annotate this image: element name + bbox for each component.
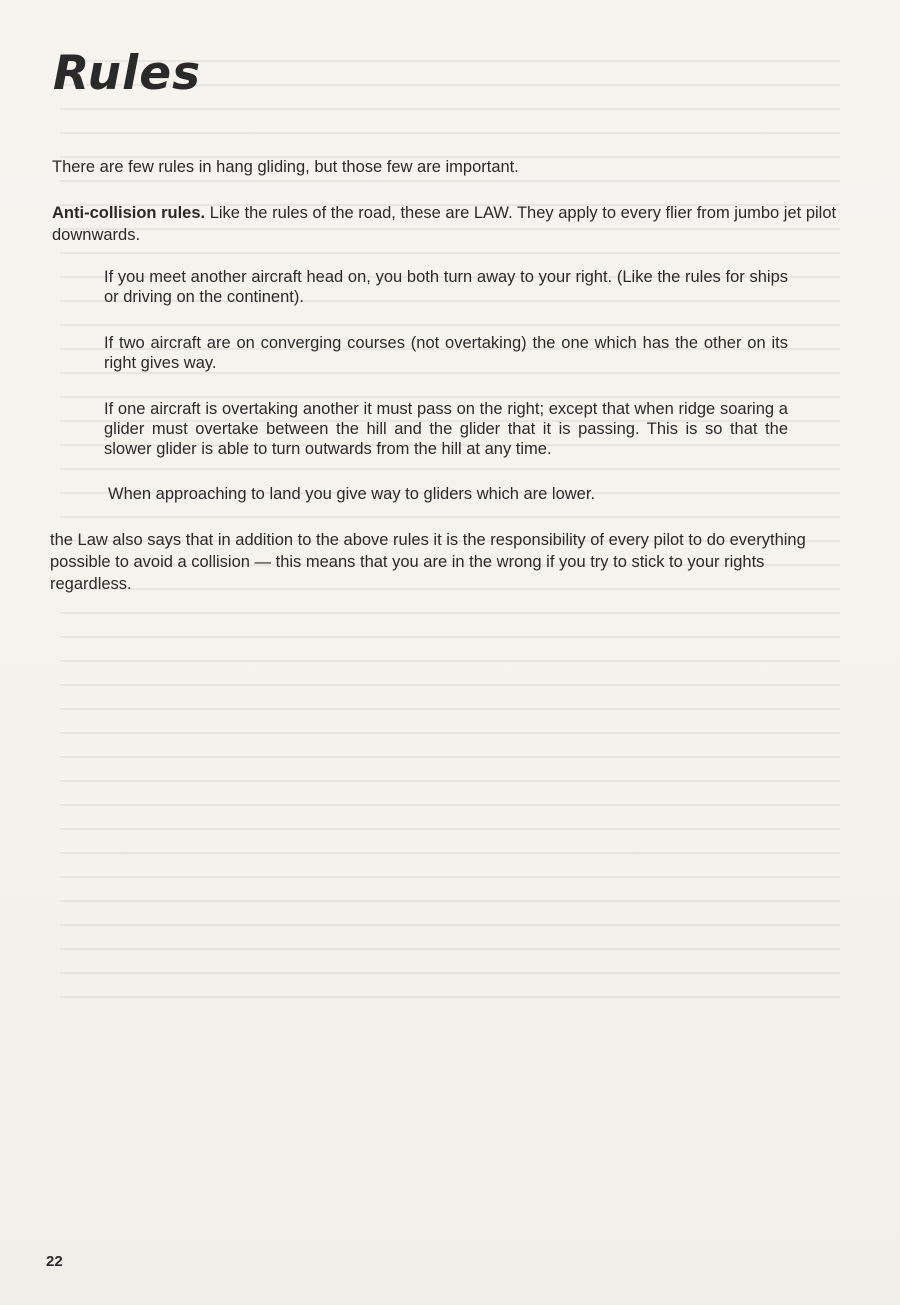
rule-converging: If two aircraft are on converging courses (not overtaking) the one which has the other on its right gives way. (104, 334, 788, 372)
page-number: 22 (46, 1253, 63, 1270)
closing-paragraph: the Law also says that in addition to the above rules it is the responsibility of every pilot to do everything possible to avoid a collision — this means that you are in the wrong if you try to stick to your rights regardless. (50, 531, 806, 593)
intro-paragraph: There are few rules in hang gliding, but those few are important. (52, 158, 519, 176)
anti-collision-text: Like the rules of the road, these are LAW. They apply to every flier from jumbo jet pilot downwards. (52, 204, 837, 244)
anti-collision-paragraph (52, 202, 842, 246)
page-title: Rules (53, 46, 202, 101)
anti-collision-heading: Anti-collision rules. (52, 204, 206, 222)
rule-head-on: If you meet another aircraft head on, you both turn away to your right. (Like the rules for ships or driving on the continent). (104, 268, 788, 306)
rule-landing: When approaching to land you give way to gliders which are lower. (108, 485, 596, 503)
rule-overtaking: If one aircraft is overtaking another it must pass on the right; except that when ridge soaring a glider must overtake between the hill and the glider that it is passing. This is so that the slower glider is able to turn outwards from the hill at any time. (104, 400, 788, 458)
